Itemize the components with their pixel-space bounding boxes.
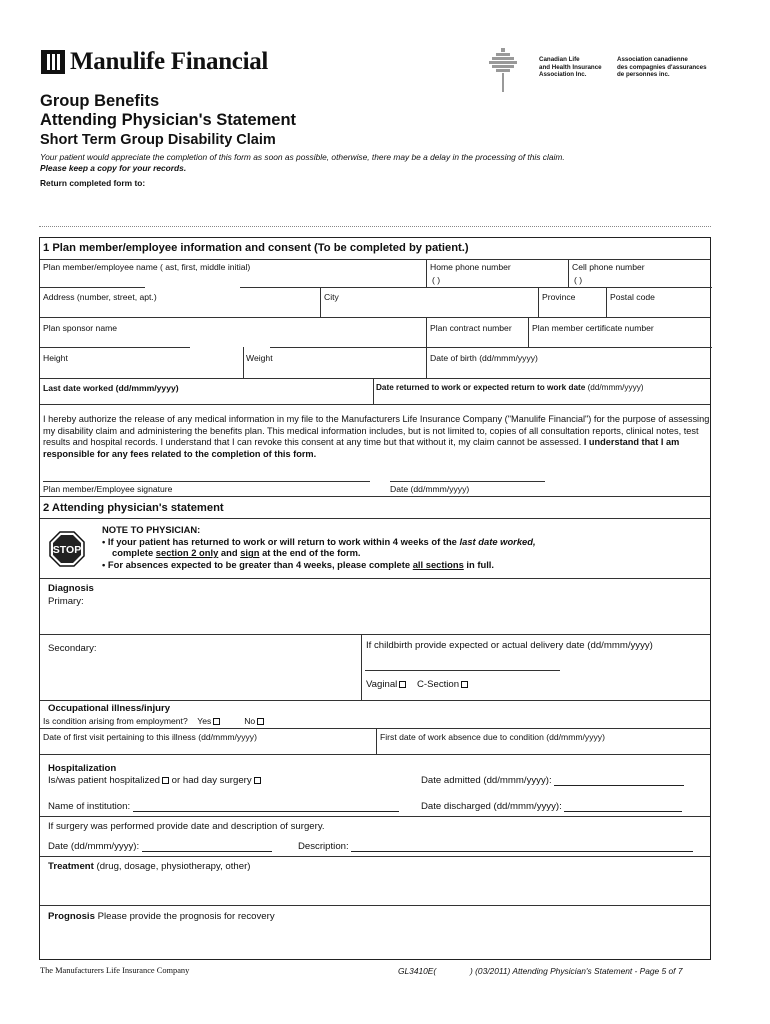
primary-diagnosis-label: Primary: <box>48 596 84 607</box>
section1-heading: 1 Plan member/employee information and consent (To be completed by patient.) <box>43 242 469 254</box>
return-to-work-text: Date returned to work or expected return to work date <box>376 383 586 392</box>
province-label: Province <box>542 292 576 302</box>
signature-date-label: Date (dd/mmm/yyyy) <box>390 484 470 494</box>
surgery-date-field[interactable]: Date (dd/mmm/yyyy): <box>48 841 272 852</box>
address-label: Address (number, street, apt.) <box>43 292 157 302</box>
childbirth-date-label: If childbirth provide expected or actual delivery date (dd/mmm/yyyy) <box>366 640 653 651</box>
member-name-label: Plan member/employee name ( ast, first, middle initial) <box>43 262 251 272</box>
hospitalized-checkbox[interactable] <box>162 777 169 784</box>
employment-question: Is condition arising from employment? Yes No <box>43 716 264 726</box>
first-absence-label: First date of work absence due to condition (dd/mmm/yyyy) <box>380 732 605 742</box>
title-block <box>40 92 296 150</box>
note-line1: • If your patient has returned to work or will return to work within 4 weeks of the last date worked, <box>102 535 536 547</box>
note-line2: complete section 2 only and sign at the end of the form. <box>112 547 361 559</box>
c-section-checkbox[interactable] <box>461 681 468 688</box>
last-date-worked-label: Last date worked (dd/mmm/yyyy) <box>43 383 179 393</box>
hospitalized-question: Is/was patient hospitalized or had day surgery <box>48 775 261 786</box>
secondary-diagnosis-label: Secondary: <box>48 643 97 654</box>
cell-phone-label: Cell phone number <box>572 262 645 272</box>
clhia-logo-icon <box>483 46 523 94</box>
postal-code-label: Postal code <box>610 292 655 302</box>
surgery-question: If surgery was performed provide date and description of surgery. <box>48 821 325 832</box>
certificate-number-label: Plan member certificate number <box>532 323 654 333</box>
height-label: Height <box>43 353 68 363</box>
consent-fees-text: I understand that I am responsible for any fees related to the completion of this form. <box>43 437 680 459</box>
member-signature-label: Plan member/Employee signature <box>43 484 173 494</box>
city-label: City <box>324 292 339 302</box>
treatment-label: Treatment (drug, dosage, physiotherapy, other) <box>48 861 251 872</box>
employment-yes-checkbox[interactable] <box>213 718 220 725</box>
first-visit-label: Date of first visit pertaining to this illness (dd/mmm/yyyy) <box>43 732 257 742</box>
note-line3: • For absences expected to be greater than 4 weeks, please complete all sections in full. <box>102 558 495 570</box>
stop-sign-icon <box>49 531 85 567</box>
plan-contract-label: Plan contract number <box>430 323 512 333</box>
divider <box>39 226 711 227</box>
employment-no-checkbox[interactable] <box>257 718 264 725</box>
hospitalization-heading: Hospitalization <box>48 763 117 774</box>
keep-copy-note: Please keep a copy for your records. <box>40 163 187 173</box>
date-of-birth-label: Date of birth (dd/mmm/yyyy) <box>430 353 538 363</box>
date-discharged-field[interactable]: Date discharged (dd/mmm/yyyy): <box>421 801 682 812</box>
vaginal-checkbox[interactable] <box>399 681 406 688</box>
note-title: NOTE TO PHYSICIAN: <box>102 524 201 535</box>
title-claim-type: Short Term Group Disability Claim <box>40 132 276 148</box>
consent-text: I hereby authorize the release of any medical information in my file to the Manufacturers Life Insurance Company ("Manulife Financial") for the purpose of assessing my disability claim and administering the benefits plan. This medical information includes, but is not limited to, copies of all consultation reports, clinical notes, test results and hospital records. I understand that I can revoke this consent at any time but that without it, my claim cannot be assessed. <box>43 414 710 448</box>
return-to-work-label <box>376 383 644 392</box>
home-phone-area: ( ) <box>432 275 441 285</box>
clhia-name-fr: Association canadienne des compagnies d'assurances de personnes inc. <box>617 56 707 78</box>
title-group-benefits: Group Benefits <box>40 92 160 110</box>
title-statement: Attending Physician's Statement <box>40 111 297 129</box>
manulife-logo-icon <box>41 50 65 74</box>
plan-sponsor-label: Plan sponsor name <box>43 323 118 333</box>
delivery-type: Vaginal C-Section <box>366 679 468 690</box>
stop-sign-text: STOP <box>52 544 82 556</box>
footer-form-code: GL3410E( <box>398 966 437 976</box>
weight-label: Weight <box>246 353 273 363</box>
cell-phone-area: ( ) <box>574 275 583 285</box>
brand-name: Manulife Financial <box>70 48 269 75</box>
consent-paragraph <box>43 414 710 460</box>
footer-page-info: ) (03/2011) Attending Physician's Statement - Page 5 of 7 <box>470 966 683 976</box>
physician-note <box>102 524 536 570</box>
occupational-heading: Occupational illness/injury <box>48 703 171 714</box>
surgery-description-field[interactable]: Description: <box>298 841 693 852</box>
home-phone-label: Home phone number <box>430 262 511 272</box>
date-admitted-field[interactable]: Date admitted (dd/mmm/yyyy): <box>421 775 684 786</box>
institution-field[interactable]: Name of institution: <box>48 801 399 812</box>
clhia-name-en: Canadian Life and Health Insurance Association Inc. <box>539 56 602 78</box>
section2-heading: 2 Attending physician's statement <box>43 502 224 514</box>
footer-company: The Manufacturers Life Insurance Company <box>40 966 190 975</box>
claim-form <box>39 237 711 960</box>
completion-note: Your patient would appreciate the completion of this form as soon as possible, otherwise, there may be a delay in the processing of this claim. <box>40 152 565 162</box>
diagnosis-heading: Diagnosis <box>48 583 94 594</box>
day-surgery-checkbox[interactable] <box>254 777 261 784</box>
return-to-work-format: (dd/mmm/yyyy) <box>587 383 644 392</box>
return-to-label: Return completed form to: <box>40 178 146 188</box>
prognosis-label: Prognosis Please provide the prognosis for recovery <box>48 911 275 922</box>
